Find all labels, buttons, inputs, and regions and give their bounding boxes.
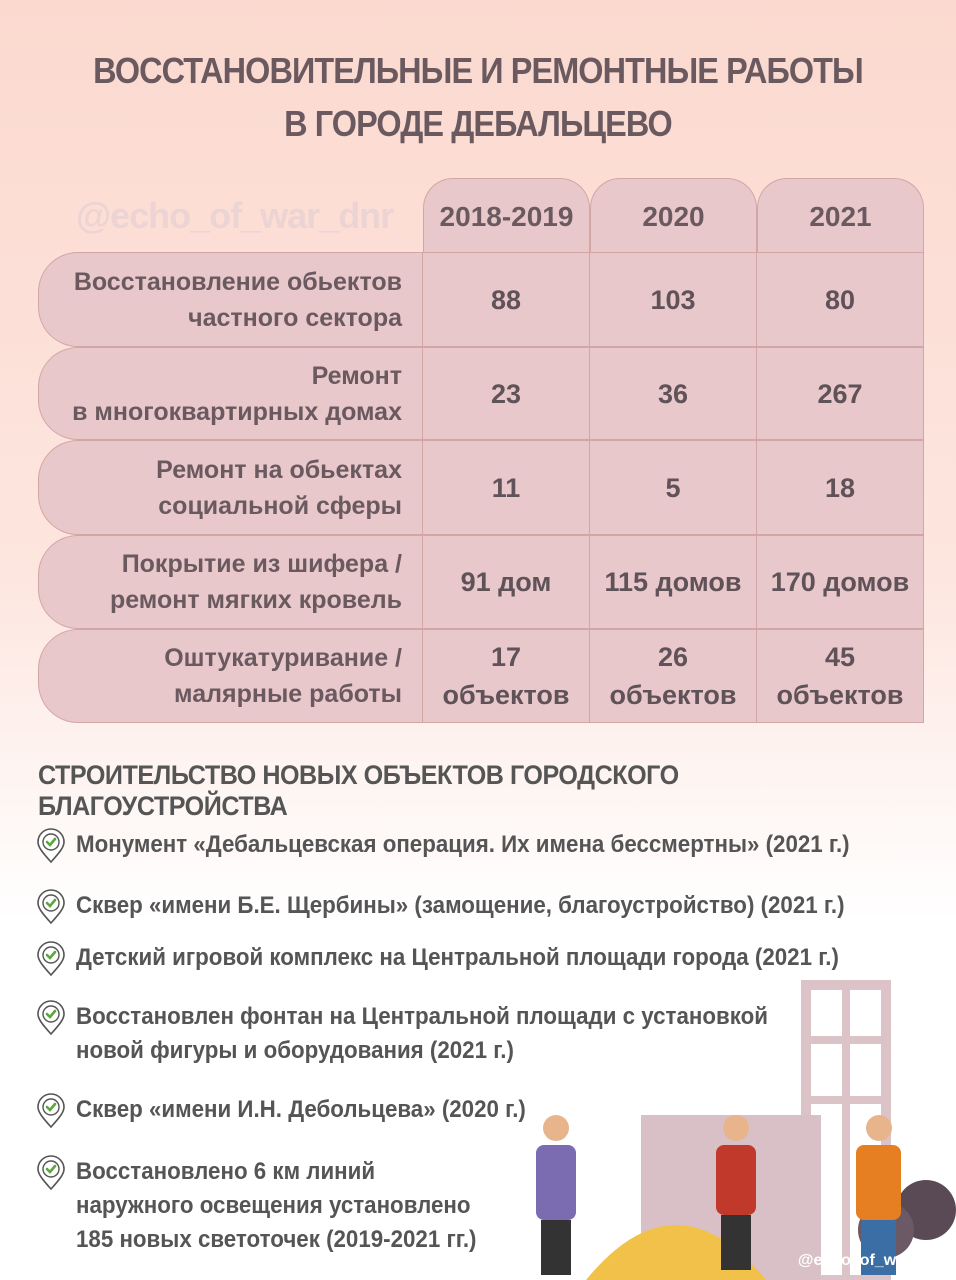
table-cell: 45 объектов [757, 629, 924, 723]
row-label-line: ремонт мягких кровель [109, 586, 402, 614]
check-pin-icon [36, 941, 66, 977]
title-line-1: ВОССТАНОВИТЕЛЬНЫЕ И РЕМОНТНЫЕ РАБОТЫ [93, 50, 863, 91]
table-row [38, 252, 924, 347]
list-item-text: Восстановлен фонтан на Центральной площади с установкой [76, 1003, 768, 1030]
table-cell: 88 [423, 252, 590, 347]
list-item-text: Детский игровой комплекс на Центральной площади города (2021 г.) [76, 944, 839, 971]
list-item [36, 828, 908, 864]
row-label-line: Восстановление обьектов [73, 267, 402, 296]
row-label-line: в многоквартирных домах [72, 397, 402, 426]
list-item-text: Монумент «Дебальцевская операция. Их имена бессмертны» (2021 г.) [76, 831, 850, 858]
table-row [38, 535, 924, 629]
list-item-text: Сквер «имени И.Н. Дебольцева» (2020 г.) [76, 1096, 526, 1123]
row-label-line: малярные работы [174, 680, 402, 708]
table-cell: 17 объектов [423, 629, 590, 723]
check-pin-icon [36, 828, 66, 864]
table-row [38, 440, 924, 535]
worker-icon [536, 1115, 576, 1275]
list-item-text: 185 новых светоточек (2019-2021 гг.) [76, 1226, 477, 1253]
table-cell: 36 [590, 347, 757, 440]
list-item-text: Сквер «имени Б.Е. Щербины» (замощение, благоустройство) (2021 г.) [76, 892, 845, 919]
row-label-line: частного сектора [188, 303, 402, 332]
check-pin-icon [36, 1155, 66, 1191]
row-label-line: социальной сферы [158, 491, 402, 520]
row-label [38, 629, 423, 723]
table-cell: 170 домов [757, 535, 924, 629]
worker-icon [856, 1115, 901, 1275]
watermark: @echo_of_war_dnr [76, 195, 394, 236]
section-title: СТРОИТЕЛЬСТВО НОВЫХ ОБЪЕКТОВ ГОРОДСКОГО БЛАГОУСТРОЙСТВА [38, 760, 679, 821]
table-cell: 5 [590, 440, 757, 535]
table-cell: 18 [757, 440, 924, 535]
column-header: 2021 [757, 178, 924, 254]
title-line-2: В ГОРОДЕ ДЕБАЛЬЦЕВО [284, 103, 672, 144]
table-cell: 267 [757, 347, 924, 440]
list-item [36, 889, 902, 925]
row-label-line: Ремонт [311, 361, 402, 390]
list-item-text: новой фигуры и оборудования (2021 г.) [76, 1037, 514, 1064]
table-cell: 91 дом [423, 535, 590, 629]
table-cell: 23 [423, 347, 590, 440]
table-cell: 103 [590, 252, 757, 347]
table-row [38, 347, 924, 440]
row-label-line: Покрытие из шифера / [121, 550, 402, 578]
row-label-line: Оштукатуривание / [164, 644, 402, 672]
list-item [36, 941, 896, 977]
watermark-bottom: @echo_of_war_dnr [797, 1252, 946, 1269]
row-label [38, 535, 423, 629]
list-item-text: Восстановлено 6 км линий [76, 1158, 376, 1185]
list-item-text: наружного освещения установлено [76, 1192, 471, 1219]
table-row [38, 629, 924, 723]
row-label-line: Ремонт на обьектах [156, 455, 402, 484]
table-cell: 80 [757, 252, 924, 347]
check-pin-icon [36, 1093, 66, 1129]
table-cell: 11 [423, 440, 590, 535]
row-label [38, 347, 423, 440]
check-pin-icon [36, 889, 66, 925]
table-cell: 26 объектов [590, 629, 757, 723]
row-label [38, 252, 423, 347]
check-pin-icon [36, 1000, 66, 1036]
table-cell: 115 домов [590, 535, 757, 629]
row-label [38, 440, 423, 535]
column-header: 2020 [590, 178, 757, 254]
list-item [36, 1155, 507, 1257]
construction-workers-illustration [506, 980, 956, 1280]
column-header: 2018-2019 [423, 178, 590, 254]
list-item [36, 1093, 560, 1129]
